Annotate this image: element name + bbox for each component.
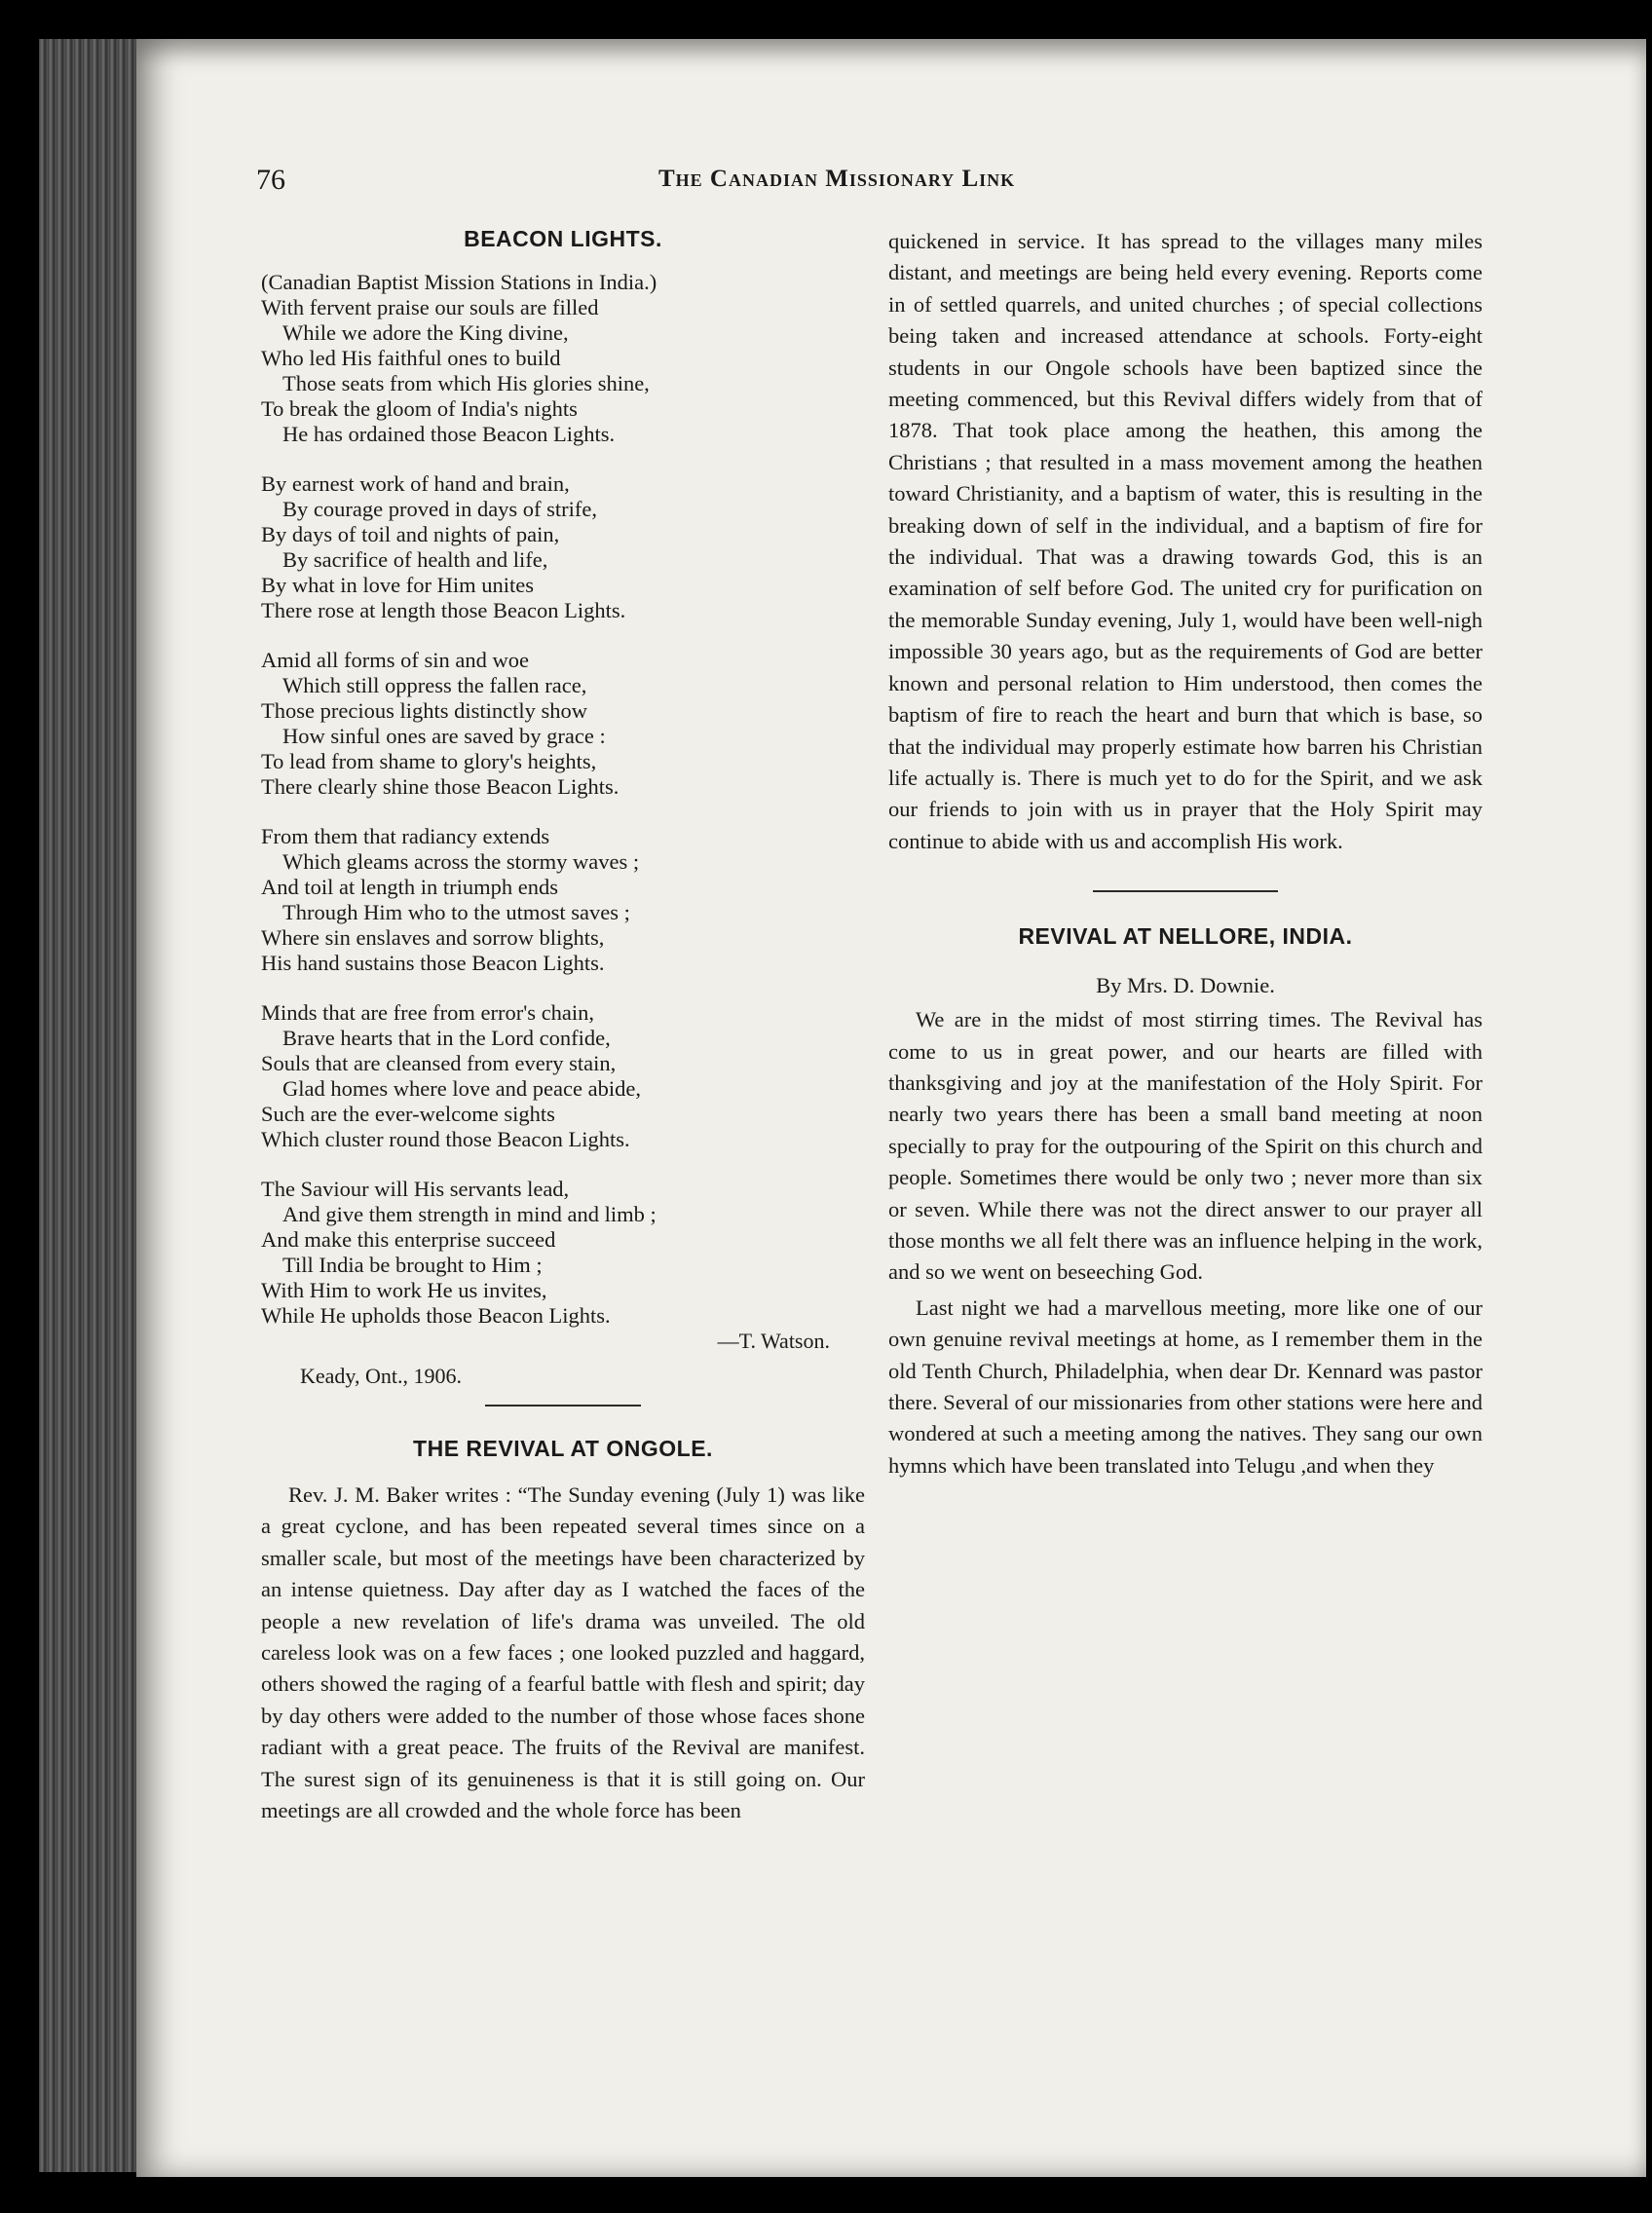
poem-line: Souls that are cleansed from every stain, (261, 1051, 617, 1075)
ongole-paragraph: Rev. J. M. Baker writes : “The Sunday evening (July 1) was like a great cyclone, and has been repeated several times since on a smaller scale, but most of the meetings have been characterized by an intense quietness. Day after day as I watched the faces of the people a new revelation of life's drama was unveiled. The old careless look was on a few faces ; one looked puzzled and haggard, others showed the raging of a fearful battle with flesh and spirit; day by day others were added to the number of those whose faces shone radiant with a great peace. The fruits of the Revival are manifest. The surest sign of its genuineness is that it is still going on. Our meetings are all crowded and the whole force has been (261, 1482, 865, 1823)
poem-stanza (261, 824, 865, 976)
poem-line: By sacrifice of health and life, (282, 547, 548, 572)
poem-line: How sinful ones are saved by grace : (282, 724, 606, 748)
poem-line: There rose at length those Beacon Lights. (261, 598, 626, 622)
poem-line: By days of toil and nights of pain, (261, 522, 560, 546)
poem-line: He has ordained those Beacon Lights. (282, 422, 616, 446)
page-number: 76 (256, 164, 285, 196)
poem-stanza (261, 471, 865, 623)
poem-line: To lead from shame to glory's heights, (261, 749, 597, 773)
poem-subtitle: (Canadian Baptist Mission Stations in India.) (261, 270, 657, 294)
left-column (261, 226, 865, 1826)
poem-line: From them that radiancy extends (261, 824, 550, 848)
right-column (888, 226, 1483, 1482)
poem-line: While He upholds those Beacon Lights. (261, 1303, 611, 1328)
poem-line: By earnest work of hand and brain, (261, 471, 570, 496)
poem-line: Brave hearts that in the Lord confide, (282, 1026, 611, 1050)
poem-line: The Saviour will His servants lead, (261, 1177, 570, 1201)
poem-line: Which cluster round those Beacon Lights. (261, 1127, 630, 1151)
ongole-body-right (888, 226, 1483, 857)
section-divider (1093, 890, 1278, 892)
book-page-edges (39, 39, 146, 2172)
poem-line: Glad homes where love and peace abide, (282, 1076, 641, 1101)
ongole-body-left (261, 1480, 865, 1826)
poem-line: Till India be brought to Him ; (282, 1253, 543, 1277)
nellore-paragraph: Last night we had a marvellous meeting, more like one of our own genuine revival meetings at home, as I remember them in the old Tenth Church, Philadelphia, when dear Dr. Kennard was pastor there. Several of our missionaries from other stations were here and wondered at such a meeting among the natives. They sang our own hymns which have been translated into Telugu ,and when they (888, 1294, 1483, 1478)
poem-line: And give them strength in mind and limb ; (282, 1202, 657, 1226)
running-head: The Canadian Missionary Link (658, 166, 1016, 192)
poem-line: Where sin enslaves and sorrow blights, (261, 925, 605, 950)
poem-line: By courage proved in days of strife, (282, 497, 598, 521)
poem-stanza (261, 648, 865, 800)
nellore-paragraph: We are in the midst of most stirring times. The Revival has come to us in great power, and our hearts are filled with thanksgiving and joy at the manifestation of the Holy Spirit. For nearly two years there has been a small band meeting at noon specially to pray for the outpouring of the Spirit on this church and people. Sometimes there would be only two ; never more than six or seven. While there was not the direct answer to our prayer all those months we all felt there was an influence helping in the work, and so we went on beseeching God. (888, 1007, 1483, 1285)
poem-line: To break the gloom of India's nights (261, 396, 578, 421)
page-header (256, 164, 1513, 203)
poem-stanza (261, 1177, 865, 1329)
poem-stanza (261, 295, 865, 447)
ongole-paragraph-continued: quickened in service. It has spread to the villages many miles distant, and meetings are being held every evening. Reports come in of settled quarrels, and united churches ; of special collections being taken and increased attendance at schools. Forty-eight students in our Ongole schools have been baptized since the meeting commenced, but this Revival differs widely from that of 1878. That took place among the heathen, this among the Christians ; that resulted in a mass movement among the heathen toward Christianity, and a baptism of water, this is resulting in the breaking down of self in the individual, and a baptism of fire for the individual. That was a drawing towards God, this is an examination of self before God. The united cry for purification on the memorable Sunday evening, July 1, would have been well-nigh impossible 30 years ago, but as the requirements of God are better known and personal relation to Him understood, then comes the baptism of fire to reach the heart and burn that which is base, so that the individual may properly estimate how barren his Christian life actually is. There is much yet to do for the Spirit, and we ask our friends to join with us in prayer that the Holy Spirit may continue to abide with us and accomplish His work. (888, 229, 1483, 853)
ongole-title: THE REVIVAL AT ONGOLE. (413, 1436, 713, 1461)
poem-line: With fervent praise our souls are filled (261, 295, 599, 319)
poem-line: Those seats from which His glories shine, (282, 371, 650, 395)
poem-line: Such are the ever-welcome sights (261, 1102, 555, 1126)
poem-line: With Him to work He us invites, (261, 1278, 547, 1302)
nellore-title: REVIVAL AT NELLORE, INDIA. (1018, 923, 1353, 950)
section-divider (485, 1405, 641, 1407)
poem-author: —T. Watson. (717, 1329, 830, 1353)
poem-line: There clearly shine those Beacon Lights. (261, 774, 620, 799)
poem-line: While we adore the King divine, (282, 320, 569, 345)
poem-line: Who led His faithful ones to build (261, 346, 561, 370)
poem-line: His hand sustains those Beacon Lights. (261, 951, 605, 975)
nellore-body (888, 1004, 1483, 1482)
poem-line: Amid all forms of sin and woe (261, 648, 529, 672)
poem-body (261, 295, 865, 1389)
nellore-byline: By Mrs. D. Downie. (1096, 973, 1275, 998)
poem-line: And make this enterprise succeed (261, 1227, 556, 1252)
poem-title: BEACON LIGHTS. (464, 226, 662, 251)
poem-line: Which gleams across the stormy waves ; (282, 849, 640, 874)
poem-line: And toil at length in triumph ends (261, 875, 558, 899)
poem-line: Which still oppress the fallen race, (282, 673, 587, 697)
poem-line: Those precious lights distinctly show (261, 698, 587, 723)
poem-place-date: Keady, Ont., 1906. (300, 1364, 462, 1388)
poem-line: Minds that are free from error's chain, (261, 1000, 595, 1025)
poem-stanza (261, 1000, 865, 1152)
poem-line: Through Him who to the utmost saves ; (282, 900, 630, 924)
poem-line: By what in love for Him unites (261, 573, 534, 597)
